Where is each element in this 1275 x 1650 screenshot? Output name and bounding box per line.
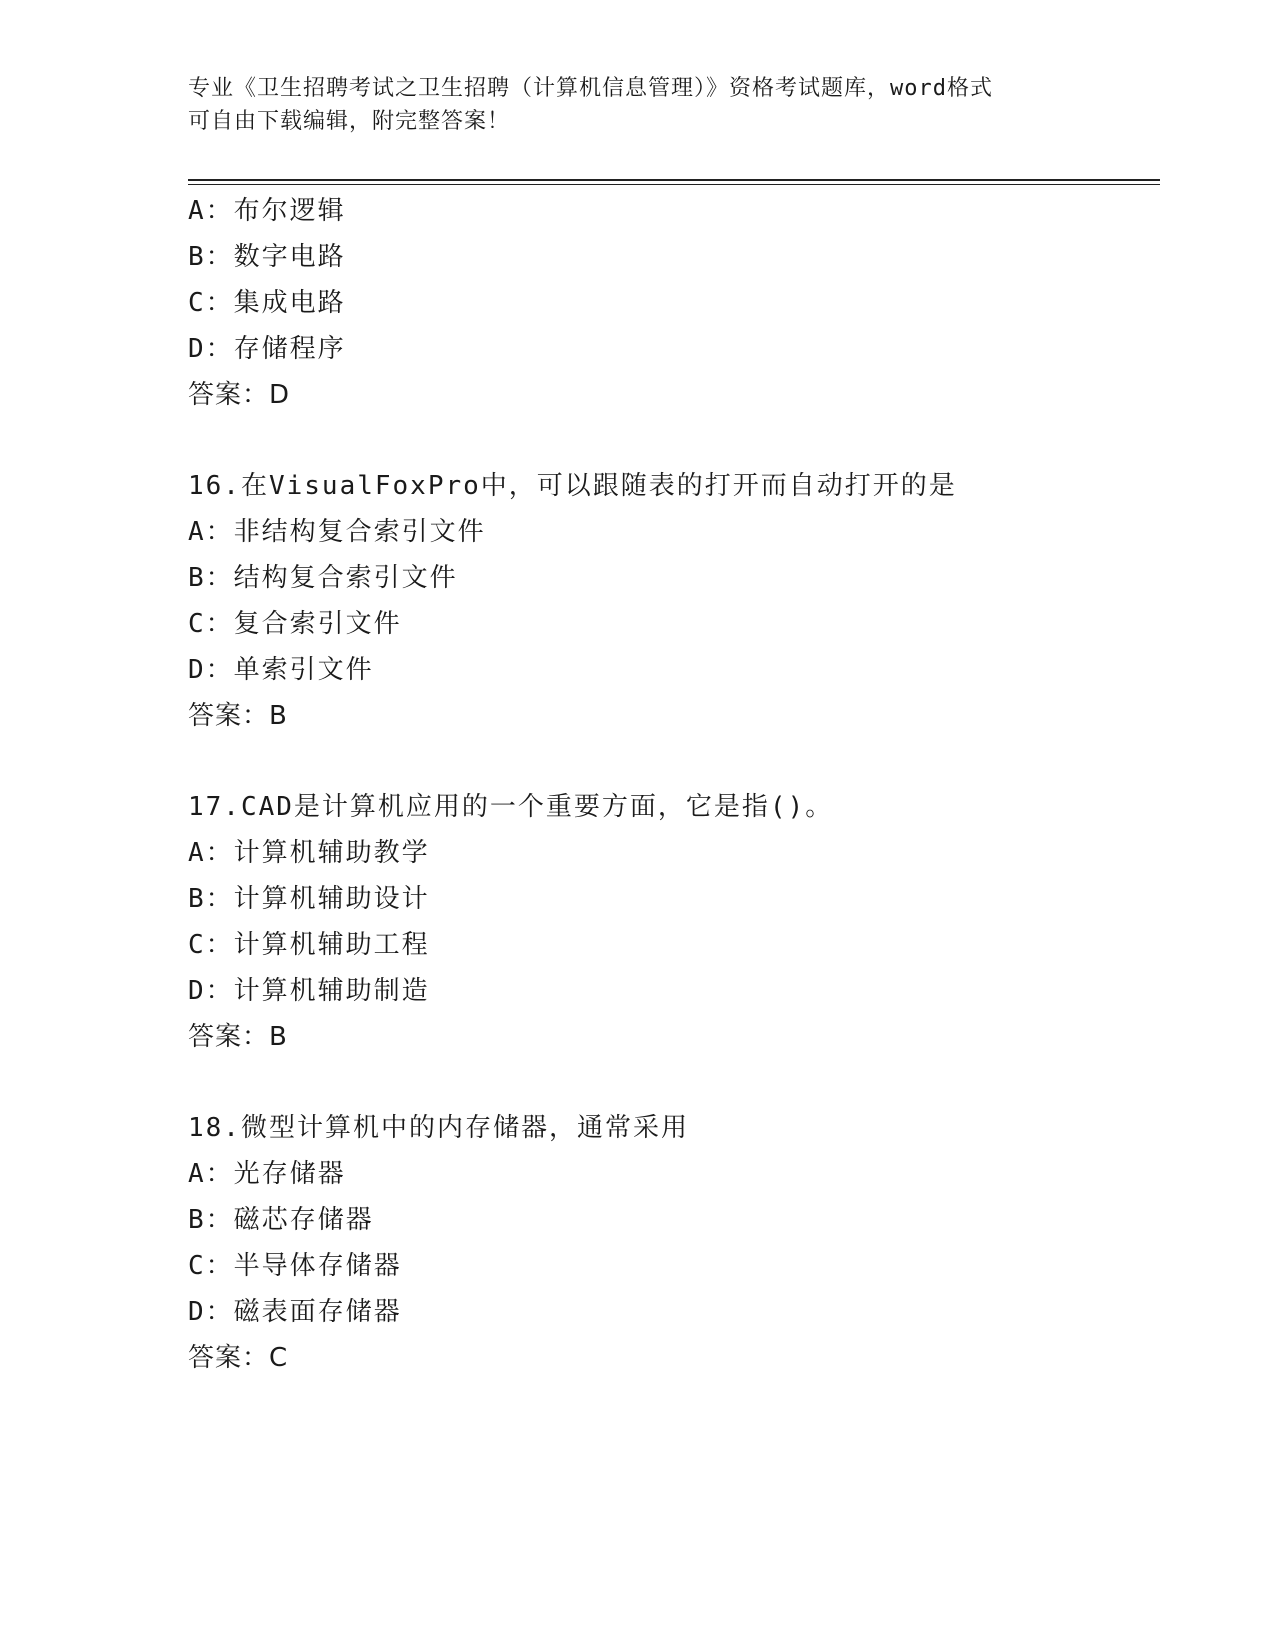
question-16-block (188, 463, 1160, 739)
question-18-block (188, 1105, 1160, 1381)
question-17-option-b: B：计算机辅助设计 (188, 884, 430, 914)
question-16-option-c: C：复合索引文件 (188, 609, 402, 639)
question-15-answer: 答案：D (188, 380, 291, 410)
question-18-title: 18.微型计算机中的内存储器，通常采用 (188, 1113, 689, 1143)
question-15-option-d: D：存储程序 (188, 334, 346, 364)
question-17-title: 17.CAD是计算机应用的一个重要方面，它是指()。 (188, 792, 834, 822)
question-17-option-d: D：计算机辅助制造 (188, 976, 430, 1006)
header-line-2: 可自由下载编辑，附完整答案！ (188, 109, 511, 134)
question-15-option-b: B：数字电路 (188, 242, 346, 272)
question-17-answer: 答案：B (188, 1022, 288, 1052)
question-15-block (188, 188, 1160, 418)
question-16-option-b: B：结构复合索引文件 (188, 563, 458, 593)
question-18-answer: 答案：C (188, 1343, 289, 1373)
question-16-option-d: D：单索引文件 (188, 655, 374, 685)
question-18-option-b: B：磁芯存储器 (188, 1205, 374, 1235)
question-17-option-a: A：计算机辅助教学 (188, 838, 430, 868)
spacer (188, 418, 1160, 463)
question-16-answer: 答案：B (188, 701, 288, 731)
spacer (188, 739, 1160, 784)
header-divider-thin (188, 184, 1160, 185)
question-16-option-a: A：非结构复合索引文件 (188, 517, 486, 547)
document-header (188, 72, 1088, 138)
question-16-title: 16.在VisualFoxPro中，可以跟随表的打开而自动打开的是 (188, 471, 957, 501)
question-17-option-c: C：计算机辅助工程 (188, 930, 430, 960)
header-divider-thick (188, 179, 1160, 181)
question-18-option-d: D：磁表面存储器 (188, 1297, 402, 1327)
question-15-option-a: A：布尔逻辑 (188, 196, 346, 226)
header-line-1: 专业《卫生招聘考试之卫生招聘（计算机信息管理）》资格考试题库，word格式 (188, 76, 993, 101)
question-18-option-a: A：光存储器 (188, 1159, 346, 1189)
spacer (188, 1060, 1160, 1105)
question-list (188, 188, 1160, 1381)
question-18-option-c: C：半导体存储器 (188, 1251, 402, 1281)
question-17-block (188, 784, 1160, 1060)
question-15-option-c: C：集成电路 (188, 288, 346, 318)
